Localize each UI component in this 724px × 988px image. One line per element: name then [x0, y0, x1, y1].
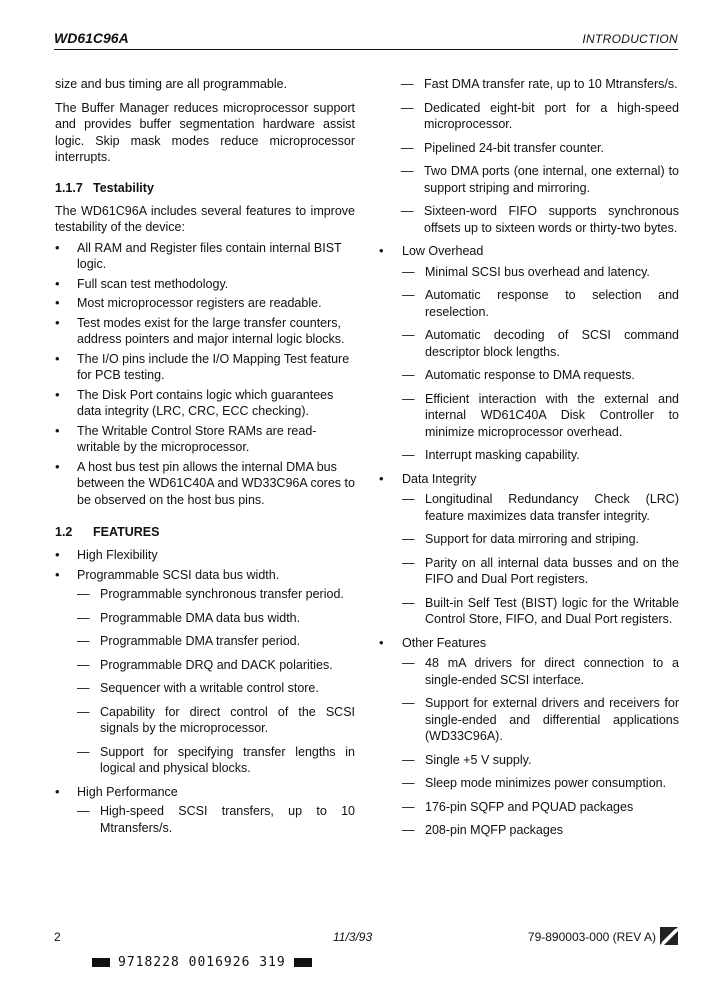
intro-paragraph-1: size and bus timing are all programmable. — [55, 77, 288, 91]
list-item: — Automatic decoding of SCSI command descriptor block lengths. — [402, 327, 679, 360]
list-item: • A host bus test pin allows the internal DMA bus between the WD61C40A and WD33C96A cores to be observed on the host bus pins. — [55, 459, 355, 509]
low-overhead-group — [379, 243, 679, 464]
list-item: — Longitudinal Redundancy Check (LRC) feature maximizes data transfer integrity. — [402, 491, 679, 524]
barcode-block-icon — [294, 958, 312, 967]
list-item: — Single +5 V supply. — [402, 752, 679, 769]
footer-date: 11/3/93 — [333, 930, 373, 944]
list-item: — Interrupt masking capability. — [402, 447, 679, 464]
company-logo-icon — [660, 927, 678, 945]
list-item: — Capability for direct control of the SCSI signals by the microprocessor. — [55, 704, 355, 737]
list-item: • Most microprocessor registers are readable. — [55, 295, 355, 312]
intro-paragraph-2: The Buffer Manager reduces microprocessor support and provides buffer segmentation hardware assist logic. Skip mask modes reduce microprocessor interrupts. — [55, 100, 355, 164]
group-label: • Data Integrity — [402, 471, 679, 488]
list-item: • High Flexibility — [55, 547, 355, 564]
testability-list — [55, 240, 355, 509]
section-number: 1.2 — [55, 525, 73, 539]
list-item: — Automatic response to DMA requests. — [402, 367, 679, 384]
page-number: 2 — [54, 930, 61, 944]
features-list — [55, 547, 355, 583]
right-column — [379, 76, 679, 846]
other-features-list — [402, 655, 679, 839]
list-item: — 48 mA drivers for direct connection to a single-ended SCSI interface. — [402, 655, 679, 688]
list-item: — Pipelined 24-bit transfer counter. — [401, 140, 679, 157]
section-number: 1.1.7 — [55, 180, 83, 195]
list-item: — Support for specifying transfer lengths in logical and physical blocks. — [55, 744, 355, 777]
group-label: • Low Overhead — [402, 243, 679, 260]
list-item: — 208-pin MQFP packages — [402, 822, 679, 839]
list-item: — Built-in Self Test (BIST) logic for the Writable Control Store, FIFO, and Dual Port registers. — [402, 595, 679, 628]
list-item: — Minimal SCSI bus overhead and latency. — [402, 264, 679, 281]
list-item: — Sleep mode minimizes power consumption. — [402, 775, 679, 792]
barcode-strip — [84, 955, 320, 970]
list-item: • Programmable SCSI data bus width. — [55, 567, 355, 584]
section-title: FEATURES — [93, 525, 160, 539]
list-item: • All RAM and Register files contain internal BIST logic. — [55, 240, 355, 273]
list-item: — Automatic response to selection and reselection. — [402, 287, 679, 320]
barcode-text: 9718228 0016926 319 — [118, 955, 286, 970]
group-label: • Other Features — [402, 635, 679, 652]
list-item: — Parity on all internal data busses and on the FIFO and Dual Port registers. — [402, 555, 679, 588]
list-item: — Programmable DMA data bus width. — [55, 610, 355, 627]
list-item: — Sequencer with a writable control store. — [55, 680, 355, 697]
section-title: Testability — [93, 180, 154, 195]
data-integrity-group — [379, 471, 679, 628]
list-item: — Programmable DRQ and DACK polarities. — [55, 657, 355, 674]
testability-intro: The WD61C96A includes several features to improve testability of the device: — [55, 203, 355, 234]
list-item: • The Disk Port contains logic which guarantees data integrity (LRC, CRC, ECC checking). — [55, 387, 355, 420]
performance-list — [55, 784, 355, 837]
list-item: • Test modes exist for the large transfer counters, address pointers and major internal logic blocks. — [55, 315, 355, 348]
list-item: — Programmable DMA transfer period. — [55, 633, 355, 650]
list-item: — Programmable synchronous transfer period. — [55, 586, 355, 603]
other-features-group — [379, 635, 679, 839]
list-item: • The I/O pins include the I/O Mapping Test feature for PCB testing. — [55, 351, 355, 384]
data-integrity-list — [402, 491, 679, 628]
list-item: — Fast DMA transfer rate, up to 10 Mtransfers/s. — [401, 76, 679, 93]
list-item: — Dedicated eight-bit port for a high-speed microprocessor. — [401, 100, 679, 133]
barcode-block-icon — [92, 958, 110, 967]
list-item: • Full scan test methodology. — [55, 276, 355, 293]
list-item: — Support for external drivers and receivers for single-ended and differential applications (WD33C96A). — [402, 695, 679, 745]
left-column — [55, 76, 355, 843]
list-item: • The Writable Control Store RAMs are read-writable by the microprocessor. — [55, 423, 355, 456]
header-rule — [54, 49, 678, 50]
list-item: — Sixteen-word FIFO supports synchronous offsets up to sixteen words or thirty-two bytes. — [401, 203, 679, 236]
list-item: — High-speed SCSI transfers, up to 10 Mtransfers/s. — [55, 803, 355, 836]
performance-continued-list — [379, 76, 679, 236]
list-item: — Two DMA ports (one internal, one external) to support striping and mirroring. — [401, 163, 679, 196]
document-number: 79-890003-000 (REV A) — [527, 930, 656, 944]
list-item: — Efficient interaction with the external and internal WD61C40A Disk Controller to minimize microprocessor overhead. — [402, 391, 679, 441]
section-heading-features — [55, 524, 355, 540]
flexibility-sublist — [55, 586, 355, 777]
header-doc-id: WD61C96A — [54, 30, 129, 46]
header-section: INTRODUCTION — [582, 32, 678, 46]
section-heading-testability — [55, 180, 355, 196]
list-item: — Support for data mirroring and striping. — [402, 531, 679, 548]
list-item: — 176-pin SQFP and PQUAD packages — [402, 799, 679, 816]
low-overhead-list — [402, 264, 679, 464]
list-item: • High Performance — [55, 784, 355, 801]
